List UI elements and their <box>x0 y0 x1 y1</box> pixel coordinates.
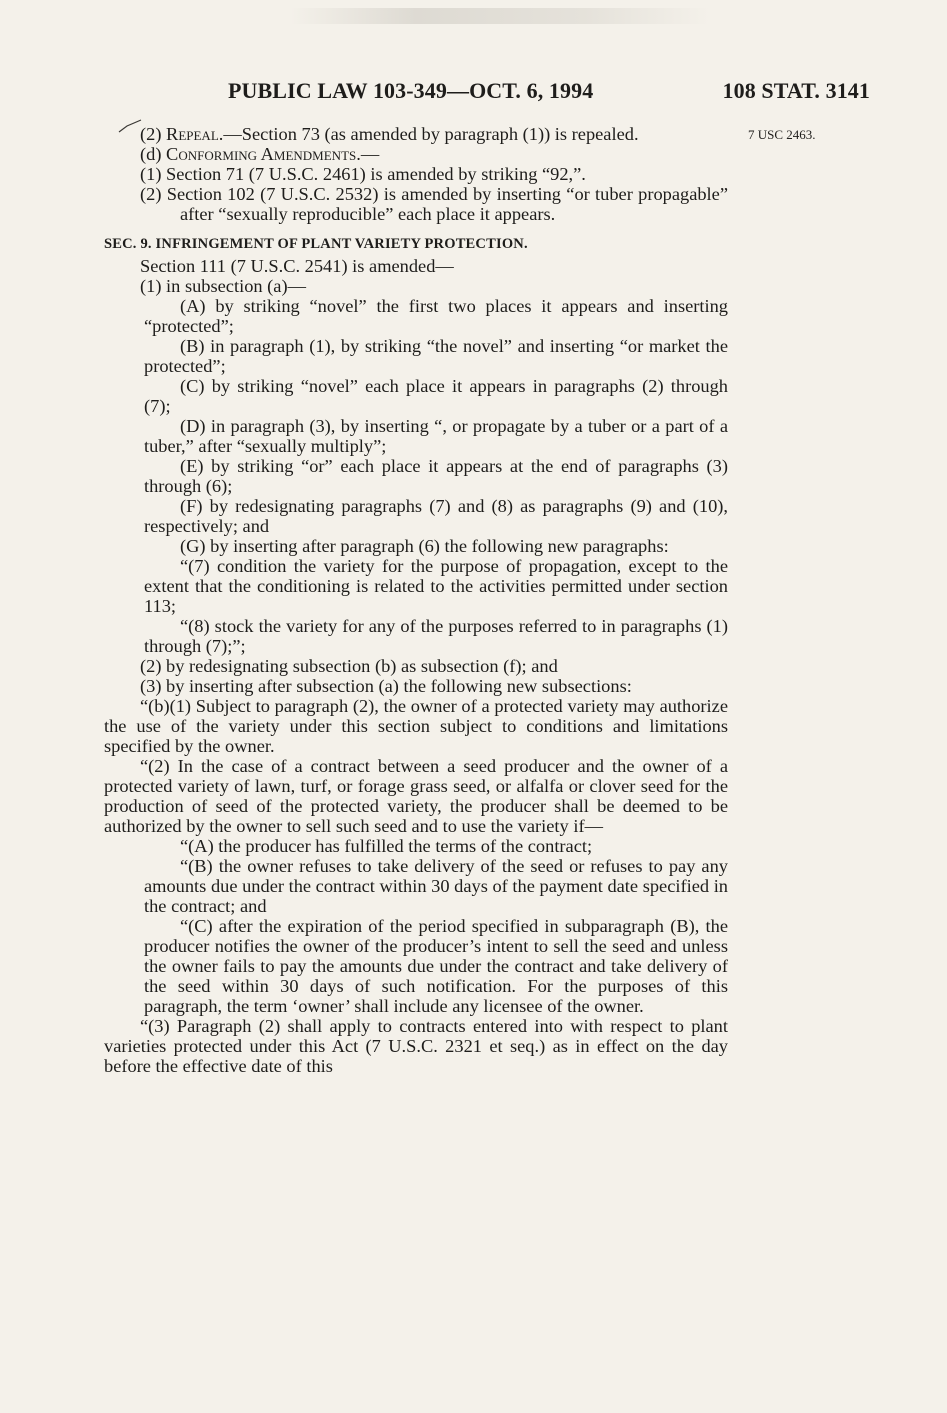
paragraph: Section 111 (7 U.S.C. 2541) is amended— <box>140 256 454 276</box>
paragraph: “(B) the owner refuses to take delivery of the seed or refuses to pay any amounts due under the contract within 30 days of the payment date specified in the contract; and <box>144 856 728 916</box>
paragraph: (1) Section 71 (7 U.S.C. 2461) is amended by striking “92,”. <box>140 164 586 184</box>
paragraph: “(3) Paragraph (2) shall apply to contracts entered into with respect to plant varieties protected under this Act (7 U.S.C. 2321 et seq.) as in effect on the day before the effective date of this <box>104 1016 728 1076</box>
repeal-label: (2) Repeal.— <box>140 124 242 144</box>
paragraph-conforming: (d) Conforming Amendments.— <box>140 144 380 164</box>
paragraph: (2) Section 102 (7 U.S.C. 2532) is amended by inserting “or tuber propagable” after “sexually reproducible” each place it appears. <box>140 184 728 224</box>
paragraph: (1) in subsection (a)— <box>140 276 306 296</box>
paragraph: “(C) after the expiration of the period specified in subparagraph (B), the producer notifies the owner of the producer’s intent to sell the seed and unless the owner fails to pay the amounts due under the contract and take delivery of the seed within 30 days of such notification. For the purposes of this paragraph, the term ‘owner’ shall include any licensee of the owner. <box>144 916 728 1016</box>
paragraph: “(7) condition the variety for the purpose of propagation, except to the extent that the conditioning is related to the activities permitted under section 113; <box>144 556 728 616</box>
paragraph: (E) by striking “or” each place it appears at the end of paragraphs (3) through (6); <box>144 456 728 496</box>
paragraph: “(8) stock the variety for any of the purposes referred to in paragraphs (1) through (7);”; <box>144 616 728 656</box>
paragraph-repeal <box>104 124 728 144</box>
paragraph: (3) by inserting after subsection (a) the following new subsections: <box>140 676 632 696</box>
paragraph: (2) by redesignating subsection (b) as subsection (f); and <box>140 656 558 676</box>
header-stat-page: 108 STAT. 3141 <box>722 78 870 103</box>
repeal-text: Section 73 (as amended by paragraph (1)) is repealed. <box>241 124 639 144</box>
header-title: PUBLIC LAW 103-349—OCT. 6, 1994 <box>228 78 594 103</box>
document-body <box>104 124 728 1076</box>
paragraph: “(A) the producer has fulfilled the terms of the contract; <box>180 836 593 856</box>
paragraph: “(2) In the case of a contract between a seed producer and the owner of a protected variety of lawn, turf, or forage grass seed, or alfalfa or clover seed for the production of seed of the protected variety, the producer shall be deemed to be authorized by the owner to sell such seed and to use the variety if— <box>104 756 728 836</box>
paragraph: (B) in paragraph (1), by striking “the novel” and inserting “or market the protected”; <box>144 336 728 376</box>
paragraph: (G) by inserting after paragraph (6) the following new paragraphs: <box>180 536 669 556</box>
paragraph: (F) by redesignating paragraphs (7) and (8) as paragraphs (9) and (10), respectively; and <box>144 496 728 536</box>
paragraph: (D) in paragraph (3), by inserting “, or propagate by a tuber or a part of a tuber,” after “sexually multiply”; <box>144 416 728 456</box>
paragraph: “(b)(1) Subject to paragraph (2), the owner of a protected variety may authorize the use of the variety under this section subject to conditions and limitations specified by the owner. <box>104 696 728 756</box>
margin-citation: 7 USC 2463. <box>748 127 816 142</box>
paragraph: (C) by striking “novel” each place it appears in paragraphs (2) through (7); <box>144 376 728 416</box>
paragraph: (A) by striking “novel” the first two places it appears and inserting “protected”; <box>144 296 728 336</box>
section-heading: SEC. 9. INFRINGEMENT OF PLANT VARIETY PROTECTION. <box>104 236 528 252</box>
bleed-through-mark <box>290 8 710 24</box>
